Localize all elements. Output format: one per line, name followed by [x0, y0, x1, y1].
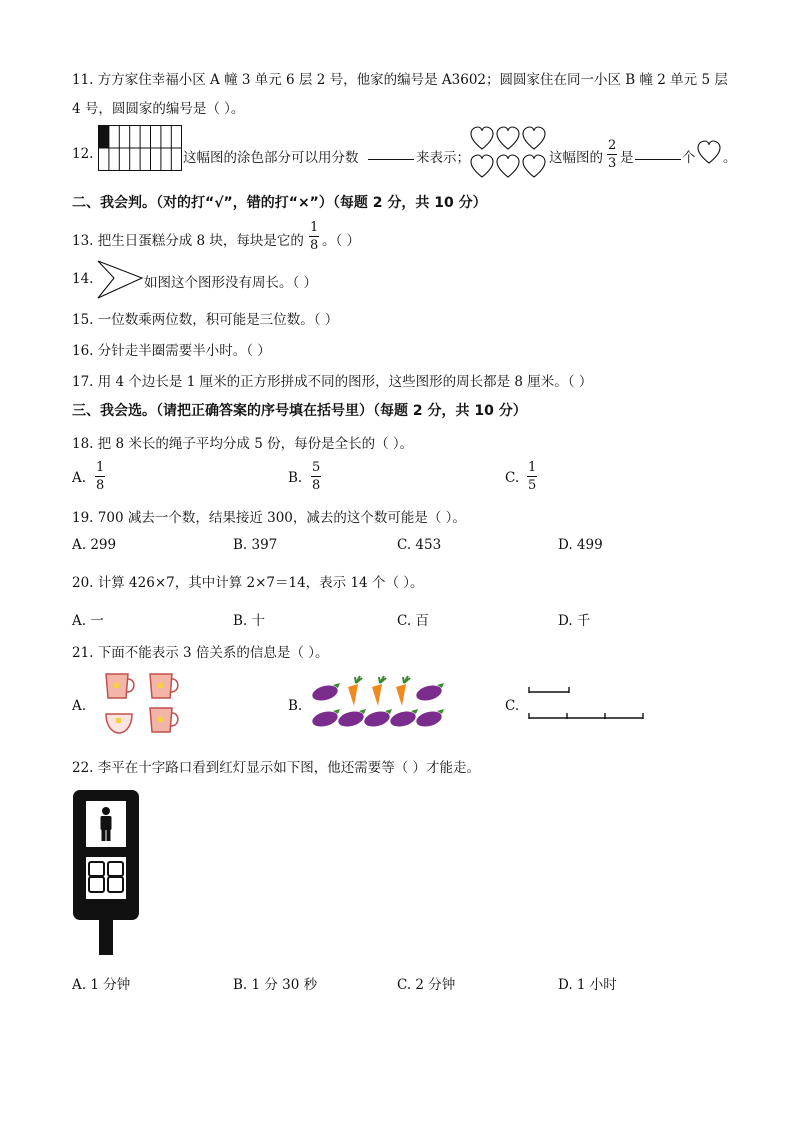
q20-option-a[interactable]: A. 一 [72, 613, 104, 629]
q18-option-a-denominator: 8 [96, 478, 105, 493]
q12-number: 12. [72, 146, 94, 162]
q19-text: 19. 700 减去一个数，结果接近 300，减去的这个数可能是（ ）。 [72, 510, 466, 526]
pedestrian-traffic-light [72, 789, 142, 957]
q19-option-c[interactable]: C. 453 [397, 537, 442, 553]
q12-fraction-denominator: 3 [608, 156, 617, 171]
q18-option-c-fraction[interactable] [527, 461, 537, 492]
q15-text: 15. 一位数乘两位数，积可能是三位数。（ ） [72, 312, 339, 328]
hearts-figure [470, 127, 550, 181]
q20-option-c[interactable]: C. 百 [397, 613, 429, 629]
q12-text-a: 这幅图的涂色部分可以用分数 [183, 150, 359, 166]
q11-line2: 4 号，圆圆家的编号是（ ）。 [72, 101, 245, 117]
cups-picture [104, 670, 184, 736]
q22-option-d[interactable]: D. 1 小时 [558, 977, 617, 993]
q20-option-b[interactable]: B. 十 [233, 613, 266, 629]
q21-text: 21. 下面不能表示 3 倍关系的信息是（ ）。 [72, 645, 329, 661]
q20-text: 20. 计算 426×7，其中计算 2×7＝14，表示 14 个（ ）。 [72, 575, 424, 591]
heart-icon [697, 141, 723, 165]
q19-option-d[interactable]: D. 499 [558, 537, 603, 553]
q13-fraction-denominator: 8 [310, 238, 319, 253]
q18-option-c-label: C. [505, 470, 520, 486]
q18-option-a-label: A. [72, 470, 87, 486]
q18-option-c-numerator: 1 [528, 460, 537, 475]
q11-line1: 11. 方方家住幸福小区 A 幢 3 单元 6 层 2 号，他家的编号是 A3602；圆圆家住在同一小区 B 幢 2 单元 5 层 [72, 72, 728, 88]
q12-text-d: 是 [620, 150, 634, 166]
q12-text-e: 个 [682, 150, 696, 166]
q22-option-b[interactable]: B. 1 分 30 秒 [233, 977, 318, 993]
q12-blank-2[interactable] [635, 147, 681, 160]
q14-number: 14. [72, 271, 94, 287]
q14-text: 如图这个图形没有周长。（ ） [144, 275, 318, 291]
q18-text: 18. 把 8 米长的绳子平均分成 5 份，每份是全长的（ ）。 [72, 436, 414, 452]
q18-option-b-label: B. [288, 470, 303, 486]
q22-text: 22. 李平在十字路口看到红灯显示如下图，他还需要等（ ）才能走。 [72, 760, 481, 776]
line-segments-diagram [526, 684, 646, 724]
q13-fraction-numerator: 1 [310, 220, 319, 235]
fraction-grid-figure [98, 125, 182, 171]
q18-option-c-denominator: 5 [528, 478, 537, 493]
q19-option-a[interactable]: A. 299 [72, 537, 117, 553]
q12-text-end: 。 [723, 150, 737, 166]
q22-option-c[interactable]: C. 2 分钟 [397, 977, 456, 993]
open-angle-figure [96, 260, 144, 300]
q18-option-a-numerator: 1 [96, 460, 105, 475]
q18-option-b-numerator: 5 [312, 460, 321, 475]
section-2-title: 二、我会判。（对的打“√”，错的打“×”）（每题 2 分，共 10 分） [72, 195, 487, 211]
q18-option-a-fraction[interactable] [95, 461, 105, 492]
q12-text-b: 来表示； [416, 150, 470, 166]
q12-fraction [607, 139, 617, 170]
q12-blank-1[interactable] [368, 147, 414, 160]
q13-text-b: 。（ ） [322, 233, 361, 249]
eggplants-carrots-picture [312, 676, 448, 734]
section-3-title: 三、我会选。（请把正确答案的序号填在括号里）（每题 2 分，共 10 分） [72, 403, 527, 419]
q18-option-b-denominator: 8 [312, 478, 321, 493]
q13-text-a: 13. 把生日蛋糕分成 8 块，每块是它的 [72, 233, 304, 249]
q19-option-b[interactable]: B. 397 [233, 537, 278, 553]
q21-option-a-label[interactable]: A. [72, 698, 87, 714]
q21-option-b-label[interactable]: B. [288, 698, 303, 714]
q18-option-b-fraction[interactable] [311, 461, 321, 492]
q12-text-c: 这幅图的 [549, 150, 603, 166]
q21-option-c-label[interactable]: C. [505, 698, 520, 714]
q17-text: 17. 用 4 个边长是 1 厘米的正方形拼成不同的图形，这些图形的周长都是 8 厘米。（ ） [72, 374, 593, 390]
q16-text: 16. 分针走半圈需要半小时。（ ） [72, 343, 271, 359]
q13-fraction [309, 221, 319, 252]
q20-option-d[interactable]: D. 千 [558, 613, 591, 629]
q22-option-a[interactable]: A. 1 分钟 [72, 977, 131, 993]
q12-fraction-numerator: 2 [608, 138, 617, 153]
